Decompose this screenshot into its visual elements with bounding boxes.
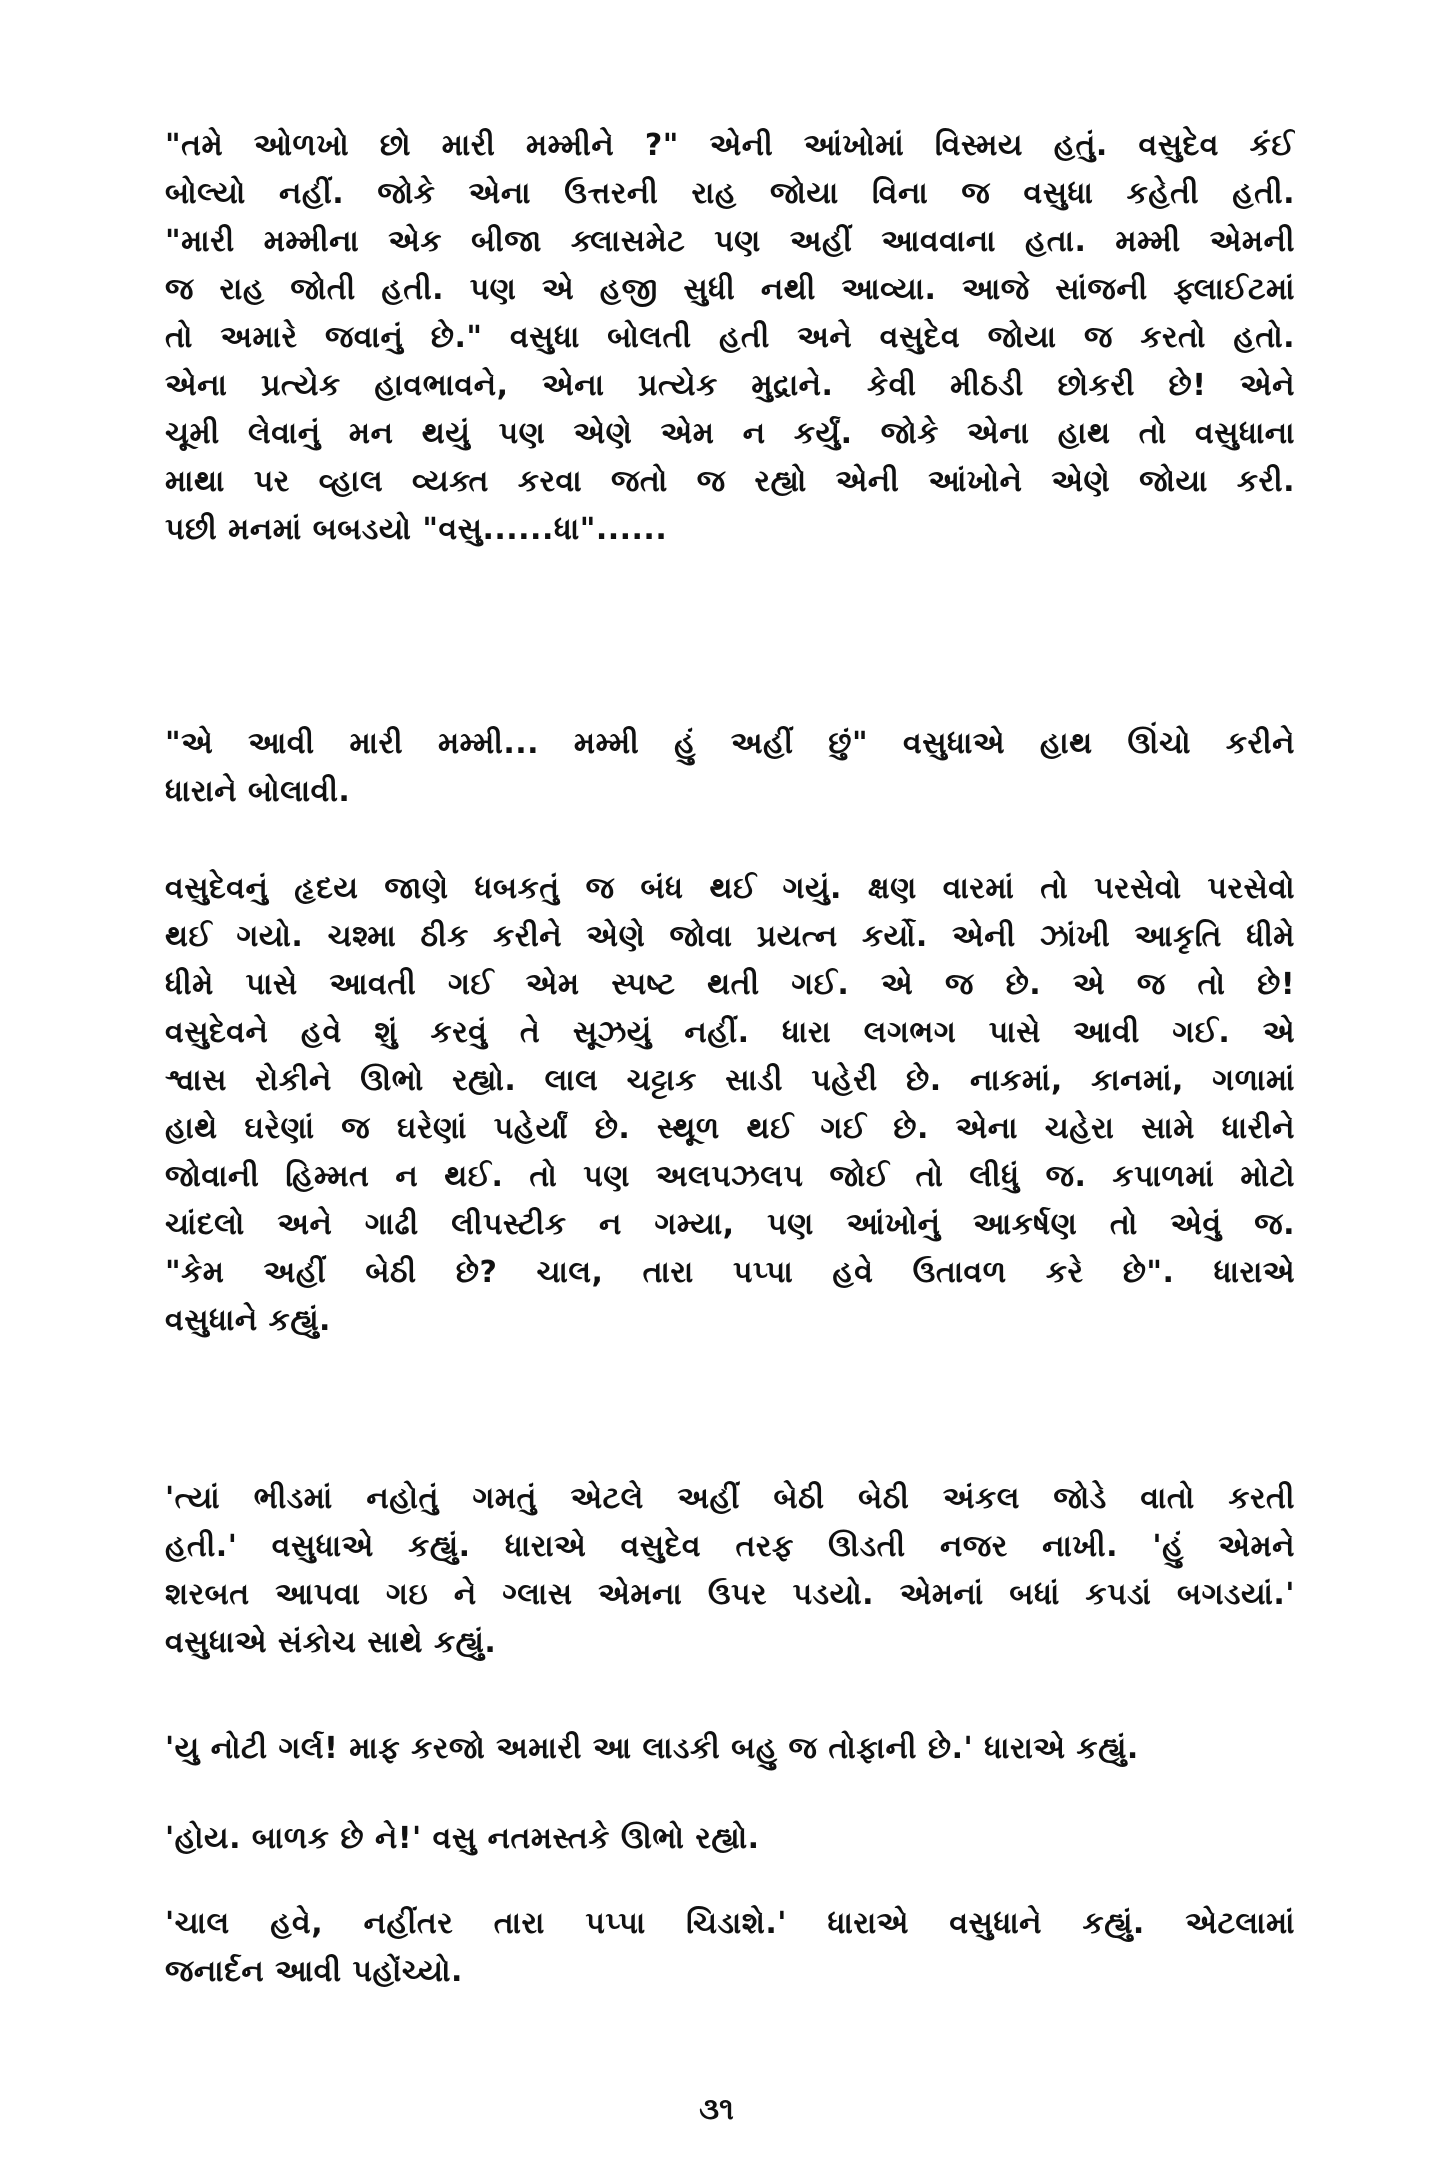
text-line: 'ત્યાં ભીડમાં નહોતું ગમતું એટલે અહીં બેઠી બેઠી અંકલ જોડે વાતો કરતી bbox=[165, 1481, 1295, 1516]
text-line: 'હોય. બાળક છે ને!' વસુ નતમસ્તકે ઊભો રહ્યો. bbox=[165, 1821, 760, 1856]
text-line: "કેમ અહીં બેઠી છે? ચાલ, તારા પપ્પા હવે ઉતાવળ કરે છે". ધારાએ bbox=[165, 1255, 1295, 1290]
text-line: માથા પર વ્હાલ વ્યક્ત કરવા જતો જ રહ્યો એની આંખોને એણે જોયા કરી. bbox=[165, 464, 1295, 499]
text-line: પછી મનમાં બબડયો "વસુ......ધા"...... bbox=[165, 512, 668, 547]
text-line: ચાંદલો અને ગાઢી લીપસ્ટીક ન ગમ્યા, પણ આંખોનું આકર્ષણ તો એવું જ. bbox=[165, 1207, 1295, 1242]
text-line: વસુદેવનું હૃદય જાણે ધબકતું જ બંધ થઈ ગયું. ક્ષણ વારમાં તો પરસેવો પરસેવો bbox=[165, 871, 1295, 906]
text-line: 'યુ નોટી ગર્લ! માફ કરજો અમારી આ લાડકી બહુ જ તોફાની છે.' ધારાએ કહ્યું. bbox=[165, 1731, 1139, 1766]
text-line: વસુદેવને હવે શું કરવું તે સૂઝયું નહીં. ધારા લગભગ પાસે આવી ગઈ. એ bbox=[165, 1015, 1295, 1050]
text-line: "એ આવી મારી મમ્મી... મમ્મી હું અહીં છું" વસુધાએ હાથ ઊંચો કરીને bbox=[165, 726, 1295, 761]
text-line: શ્વાસ રોકીને ઊભો રહ્યો. લાલ ચટ્ટાક સાડી પહેરી છે. નાકમાં, કાનમાં, ગળામાં bbox=[165, 1063, 1295, 1098]
text-line: "મારી મમ્મીના એક બીજા ક્લાસમેટ પણ અહીં આવવાના હતા. મમ્મી એમની bbox=[165, 224, 1295, 259]
text-line: વસુધાને કહ્યું. bbox=[165, 1303, 331, 1338]
paragraph-2 bbox=[165, 720, 1295, 816]
paragraph-4 bbox=[165, 1475, 1295, 1667]
text-line: જ રાહ જોતી હતી. પણ એ હજી સુધી નથી આવ્યા. આજે સાંજની ફ્લાઈટમાં bbox=[165, 272, 1295, 307]
text-line: ધારાને બોલાવી. bbox=[165, 774, 351, 809]
text-line: 'ચાલ હવે, નહીંતર તારા પપ્પા ચિડાશે.' ધારાએ વસુધાને કહ્યું. એટલામાં bbox=[165, 1906, 1295, 1941]
paragraph-1 bbox=[165, 122, 1295, 554]
text-line: જનાર્દન આવી પહોંચ્યો. bbox=[165, 1954, 463, 1989]
paragraph-6 bbox=[165, 1815, 1295, 1863]
text-line: જોવાની હિમ્મત ન થઈ. તો પણ અલપઝલપ જોઈ તો લીધું જ. કપાળમાં મોટો bbox=[165, 1159, 1295, 1194]
text-line: એના પ્રત્યેક હાવભાવને, એના પ્રત્યેક મુદ્રાને. કેવી મીઠડી છોકરી છે! એને bbox=[165, 368, 1295, 403]
text-line: ચૂમી લેવાનું મન થયું પણ એણે એમ ન કર્યું. જોકે એના હાથ તો વસુધાના bbox=[165, 416, 1295, 451]
text-line: હાથે ઘરેણાં જ ઘરેણાં પહેર્યાં છે. સ્થૂળ થઈ ગઈ છે. એના ચહેરા સામે ધારીને bbox=[165, 1111, 1295, 1146]
text-line: વસુધાએ સંકોચ સાથે કહ્યું. bbox=[165, 1625, 497, 1660]
text-line: બોલ્યો નહીં. જોકે એના ઉત્તરની રાહ જોયા વિના જ વસુધા કહેતી હતી. bbox=[165, 176, 1295, 211]
text-line: શરબત આપવા ગઇ ને ગ્લાસ એમના ઉપર પડયો. એમનાં બધાં કપડાં બગડયાં.' bbox=[165, 1577, 1295, 1612]
text-line: થઈ ગયો. ચશ્મા ઠીક કરીને એણે જોવા પ્રયત્ન કર્યો. એની ઝાંખી આકૃતિ ધીમે bbox=[165, 919, 1295, 954]
text-line: તો અમારે જવાનું છે." વસુધા બોલતી હતી અને વસુદેવ જોયા જ કરતો હતો. bbox=[165, 320, 1295, 355]
text-line: હતી.' વસુધાએ કહ્યું. ધારાએ વસુદેવ તરફ ઊડતી નજર નાખી. 'હું એમને bbox=[165, 1529, 1295, 1564]
text-line: "તમે ઓળખો છો મારી મમ્મીને ?" એની આંખોમાં વિસ્મય હતું. વસુદેવ કંઈ bbox=[165, 128, 1295, 163]
page-number: ૩૧ bbox=[699, 2092, 734, 2127]
paragraph-3 bbox=[165, 865, 1295, 1345]
paragraph-7 bbox=[165, 1900, 1295, 1996]
paragraph-5 bbox=[165, 1725, 1295, 1773]
text-line: ધીમે પાસે આવતી ગઈ એમ સ્પષ્ટ થતી ગઈ. એ જ છે. એ જ તો છે! bbox=[165, 967, 1295, 1002]
